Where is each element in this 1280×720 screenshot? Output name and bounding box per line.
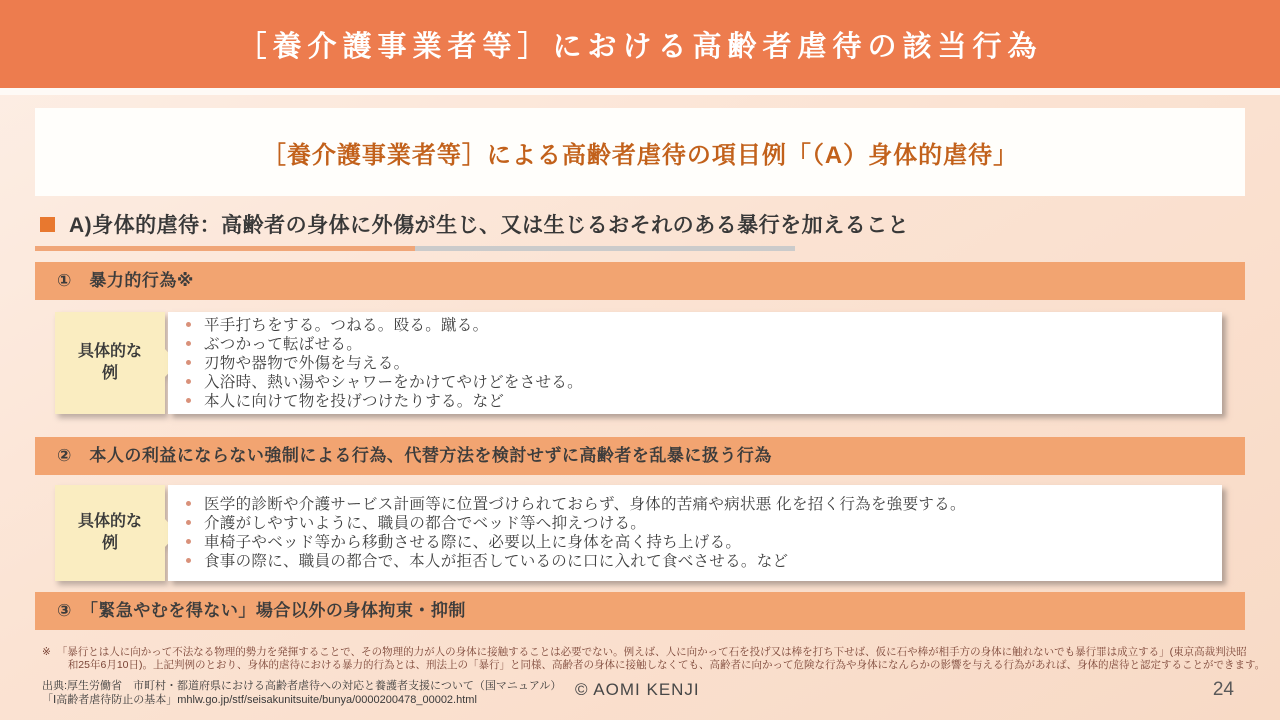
section-1-example-callout (55, 312, 165, 414)
footnote (42, 646, 1266, 672)
header-divider (0, 88, 1280, 95)
bullet-dot-icon (186, 520, 191, 525)
list-item (186, 316, 1212, 335)
heading-underline (35, 246, 795, 251)
list-item (186, 533, 1212, 552)
example-callout-label: 具体的な例 (77, 513, 142, 552)
bullet-dot-icon (186, 501, 191, 506)
square-bullet-icon (40, 217, 55, 232)
list-item-text: 車椅子やベッド等から移動させる際に、必要以上に身体を高く持ち上げる。 (204, 534, 742, 551)
section-1-bar: ① 暴力的行為※ (35, 262, 1245, 300)
subtitle-text: ［養介護事業者等］による高齢者虐待の項目例「（A）身体的虐待」 (261, 141, 1019, 169)
bullet-dot-icon (186, 341, 191, 346)
section-2-example-callout (55, 485, 165, 581)
slide-title: ［養介護事業者等］における高齢者虐待の該当行為 (237, 30, 1043, 63)
subtitle-box (35, 108, 1245, 196)
footnote-line-2: 和25年6月10日)。上記判例のとおり、身体的虐待における暴力的行為とは、刑法上の「暴行」と同様、高齢者の身体に接触しなくても、高齢者に向かって危険な行為や身体になんらかの影響を与える行為があれば、身体的虐待と認定することができます。 (67, 659, 1266, 671)
page-number: 24 (1212, 679, 1234, 700)
list-item (186, 335, 1212, 354)
footnote-line-1: 「暴行とは人に向かって不法なる物理的勢力を発揮することで、その物理的力が人の身体に接触することは必要でない。例えば、人に向かって石を投げ又は棒を打ち下せば、仮に石や棒が相手方の身体に触れないでも暴行罪は成立する」(東京高裁判決昭 (56, 646, 1247, 658)
section-2-list (168, 495, 1222, 571)
example-callout-body (55, 485, 165, 581)
underline-orange-segment (35, 246, 415, 251)
source-line-1: 出典:厚生労働省 市町村・都道府県における高齢者虐待への対応と養護者支援について（国マニュアル） (42, 680, 562, 692)
bullet-dot-icon (186, 360, 191, 365)
bullet-dot-icon (186, 322, 191, 327)
list-item (186, 354, 1212, 373)
footnote-marker: ※ (42, 646, 51, 658)
example-callout-body (55, 312, 165, 414)
slide-header (0, 0, 1280, 88)
list-item-text: 本人に向けて物を投げつけたりする。など (204, 392, 505, 410)
section-2-bar: ② 本人の利益にならない強制による行為、代替方法を検討せずに高齢者を乱暴に扱う行為 (35, 437, 1245, 475)
section-2-list-box (168, 485, 1222, 581)
list-item-text: 入浴時、熱い湯やシャワーをかけてやけどをさせる。 (204, 373, 583, 391)
list-item (186, 373, 1212, 392)
definition-heading-text: A)身体的虐待：高齢者の身体に外傷が生じ、又は生じるおそれのある暴行を加えること (69, 214, 910, 237)
bullet-dot-icon (186, 558, 191, 563)
section-1-list-box (168, 312, 1222, 414)
list-item (186, 552, 1212, 571)
list-item-text: 医学的診断や介護サービス計画等に位置づけられておらず、身体的苦痛や病状悪 化を招く行為を強要する。 (204, 496, 966, 513)
source-citation (42, 679, 561, 707)
list-item-text: 食事の際に、職員の都合で、本人が拒否しているのに口に入れて食べさせる。など (204, 553, 789, 570)
section-1-list (168, 316, 1222, 411)
source-line-2: 「Ⅰ高齢者虐待防止の基本」mhlw.go.jp/stf/seisakunitsuite/bunya/0000200478_00002.html (42, 694, 477, 706)
example-callout-label: 具体的な例 (77, 343, 142, 382)
list-item (186, 495, 1212, 514)
list-item (186, 392, 1212, 411)
list-item-text: 平手打ちをする。つねる。殴る。蹴る。 (204, 316, 489, 334)
list-item (186, 514, 1212, 533)
list-item-text: 刃物や器物で外傷を与える。 (204, 354, 410, 372)
section-3-bar: ③ 「緊急やむを得ない」場合以外の身体拘束・抑制 (35, 592, 1245, 630)
copyright-text: © AOMI KENJI (575, 680, 700, 699)
definition-heading (40, 207, 1240, 241)
bullet-dot-icon (186, 379, 191, 384)
bullet-dot-icon (186, 398, 191, 403)
footnote-lines (57, 646, 1265, 672)
bullet-dot-icon (186, 539, 191, 544)
list-item-text: ぶつかって転ばせる。 (204, 335, 363, 353)
list-item-text: 介護がしやすいように、職員の都合でベッド等へ抑えつける。 (204, 515, 647, 532)
underline-gray-segment (415, 246, 795, 251)
